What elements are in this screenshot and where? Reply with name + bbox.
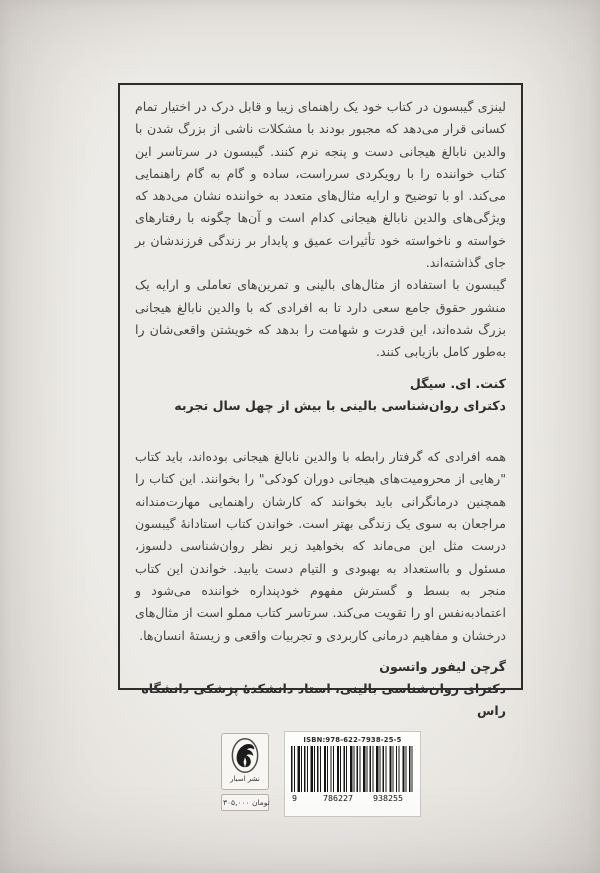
reviews-frame	[118, 83, 523, 719]
publisher-block	[221, 733, 269, 811]
isbn-text: ISBN:978-622-7938-25-5	[303, 736, 402, 744]
price-tag: ۳۰۵,۰۰۰ تومان	[221, 794, 269, 811]
barcode-bars	[291, 746, 414, 792]
review-second-author-title: دکترای روان‌شناسی بالینی، استاد دانشکدهٔ پزشکی دانشگاه راس	[141, 681, 506, 719]
publisher-name: نشر اسبار	[230, 775, 260, 783]
review-second-author: گرچن لیفور واتسون	[379, 658, 506, 674]
review-first-paragraph-2: گیبسون با استفاده از مثال‌های بالینی و تمرین‌های تعاملی و ارایه یک منشور حقوق جامع سعی دارد تا به افرادی که با والدین نابالغ هیجانی بزرگ شده‌اند، این قدرت و شهامت را بدهد که خویشتن واقعی‌شان را به‌طور کامل بازیابی کنند.	[135, 277, 506, 360]
ean-prefix: 9	[292, 793, 297, 803]
ean-group-2: 938255	[373, 793, 403, 803]
publisher-logo-box	[221, 733, 269, 790]
ean-group-1: 786227	[323, 793, 353, 803]
review-first-author: کنت. ای. سیگل	[409, 375, 506, 391]
horse-head-pen-logo-icon	[230, 737, 260, 774]
review-second-paragraph: همه افرادی که گرفتار رابطه با والدین نابالغ هیجانی بوده‌اند، باید کتاب "رهایی از محرومیت‌های هیجانی دوران کودکی" را بخوانند. این کتاب را همچنین درمانگرانی باید بخوانند که کارشان راهنمایی مهارت‌مندانه مراجعان به سوی یک زندگی بهتر است. خواندن کتاب استادانهٔ گیبسون درست مثل این می‌ماند که بخواهید زیر نظر روان‌شناسی دلسوز، مسئول و بااستعداد به بهبودی و التیام دست یابید. خواندن این کتاب منجر به بسط و گسترش مفهوم خودپنداره خواننده می‌شود و اعتمادبه‌نفس او را تقویت می‌کند. سرتاسر کتاب مملو است از مثال‌های درخشان و مفاهیم درمانی کاربردی و تجربیات واقعی و زیستهٔ انسان‌ها.	[135, 449, 506, 643]
barcode-digits	[291, 793, 414, 803]
review-first-paragraph-1: لینزی گیبسون در کتاب خود یک راهنمای زیبا و قابل درک در اختیار تمام کسانی قرار می‌دهد که مجبور بودند با مشکلات ناشی از بزرگ شدن با والدین نابالغ هیجانی دست و پنجه نرم کنند. گیبسون در سرتاسر این کتاب خواننده را با رویکردی سرراست، ساده و گام به گام راهنمایی می‌کند. او با توضیح و ارایه مثال‌های متعدد به خواننده نشان می‌دهد که ویژگی‌های والدین نابالغ هیجانی کدام است و آن‌ها چگونه با رفتارهای خواسته و ناخواسته خود تأثیرات عمیق و پایدار بر زندگی فرزندشان بر جای گذاشته‌اند.	[135, 99, 506, 271]
review-first-author-title: دکترای روان‌شناسی بالینی با بیش از چهل سال تجربه	[174, 397, 506, 413]
barcode-box	[284, 731, 421, 817]
